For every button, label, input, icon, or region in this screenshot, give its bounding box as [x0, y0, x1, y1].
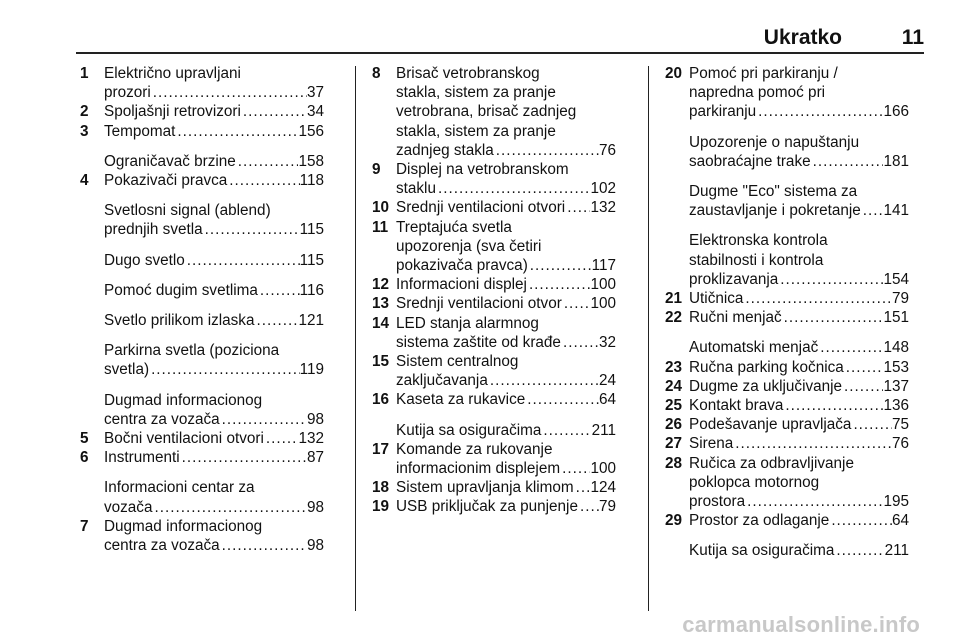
entry-text: prostora: [689, 493, 746, 511]
dot-leader: [829, 511, 892, 530]
entry-page-number: 121: [298, 312, 324, 330]
entry-leader-row: [689, 308, 909, 327]
entry-leader-row: [104, 171, 324, 190]
index-entry[interactable]: [372, 421, 616, 440]
dot-leader: [783, 396, 883, 415]
entry-leader-row: [396, 459, 616, 478]
dot-leader: [488, 371, 599, 390]
entry-text: sistema zaštite od krađe: [396, 333, 561, 351]
entry-page-number: 118: [299, 172, 324, 190]
entry-page-number: 102: [590, 180, 616, 198]
entry-text: pokazivača pravca): [396, 257, 528, 275]
entry-page-number: 124: [590, 479, 616, 497]
entry-page-number: 148: [883, 339, 909, 357]
entry-page-number: 166: [883, 103, 909, 121]
entry-text: Dugme "Eco" sistema za: [689, 183, 858, 201]
index-entry[interactable]: [80, 311, 324, 330]
entry-leader-row: [104, 152, 324, 171]
dot-leader: [203, 220, 300, 239]
entry-text: napredna pomoć pri: [689, 84, 826, 102]
entry-leader-row: [104, 498, 324, 517]
dot-leader: [227, 171, 299, 190]
entry-text: Kontakt brava: [689, 397, 784, 415]
entry-page-number: 64: [891, 512, 909, 530]
dot-leader: [842, 377, 883, 396]
dot-leader: [818, 338, 883, 357]
entry-page-number: 154: [883, 270, 909, 288]
entry-leader-row: [689, 152, 909, 171]
entry-page-number: 211: [591, 421, 616, 439]
index-column-3: [665, 64, 909, 561]
index-entry[interactable]: [665, 338, 909, 357]
entry-text: Informacioni centar za: [104, 479, 255, 497]
entry-text: Upozorenje o napuštanju: [689, 133, 860, 151]
entry-text: Komande za rukovanje: [396, 440, 553, 458]
index-entry[interactable]: [665, 511, 909, 530]
entry-leader-row: [689, 358, 909, 377]
dot-leader: [851, 415, 892, 434]
entry-page-number: 158: [298, 152, 324, 170]
index-entry[interactable]: [80, 171, 324, 190]
entry-page-number: 119: [299, 361, 324, 379]
entry-number: 25: [665, 397, 683, 415]
entry-text: vozača: [104, 498, 153, 516]
entry-leader-row: [104, 448, 324, 467]
entry-page-number: 32: [598, 333, 616, 351]
column-divider: [648, 66, 649, 611]
entry-leader-row: [104, 536, 324, 555]
dot-leader: [264, 429, 299, 448]
dot-leader: [241, 102, 307, 121]
entry-text: Utičnica: [689, 290, 744, 308]
index-entry[interactable]: [665, 308, 909, 327]
dot-leader: [152, 498, 307, 517]
index-entry[interactable]: [372, 275, 616, 294]
entry-text: Prostor za odlaganje: [689, 512, 830, 530]
entry-text: svetla): [104, 361, 150, 379]
index-entry[interactable]: [372, 440, 616, 478]
page-number: 11: [901, 26, 924, 49]
entry-text: Automatski menjač: [689, 339, 819, 357]
entry-leader-row: [396, 390, 616, 409]
entry-text: Spoljašnji retrovizori: [104, 103, 241, 121]
dot-leader: [236, 152, 299, 171]
entry-text: stakla, sistem za pranje: [396, 122, 556, 140]
index-entry[interactable]: [665, 434, 909, 453]
entry-text: Bočni ventilacioni otvori: [104, 430, 264, 448]
index-entry[interactable]: [372, 478, 616, 497]
entry-page-number: 79: [598, 498, 616, 516]
entry-page-number: 195: [883, 493, 909, 511]
entry-text: Dugo svetlo: [104, 251, 185, 269]
dot-leader: [541, 421, 591, 440]
entry-text: Dugmad informacionog: [104, 391, 263, 409]
entry-page-number: 98: [306, 498, 324, 516]
index-entry[interactable]: [372, 218, 616, 276]
entry-page-number: 76: [598, 141, 616, 159]
page-title: Ukratko: [763, 26, 842, 49]
entry-text: Ručni menjač: [689, 309, 782, 327]
index-column-1: [80, 64, 324, 555]
index-entry[interactable]: [372, 64, 616, 160]
entry-page-number: 132: [590, 199, 616, 217]
entry-number: 21: [665, 290, 683, 308]
dot-leader: [254, 311, 298, 330]
index-entry[interactable]: [80, 64, 324, 102]
dot-leader: [743, 289, 892, 308]
index-entry[interactable]: [665, 454, 909, 512]
entry-number: 3: [80, 122, 89, 140]
entry-text: proklizavanja: [689, 270, 779, 288]
entry-leader-row: [689, 492, 909, 511]
entry-text: Dugmad informacionog: [104, 517, 263, 535]
entry-text: Srednji ventilacioni otvor: [396, 295, 562, 313]
entry-text: Sistem upravljanja klimom: [396, 479, 574, 497]
entry-text: zadnjeg stakla: [396, 141, 494, 159]
entry-page-number: 117: [591, 257, 616, 275]
dot-leader: [258, 281, 300, 300]
entry-number: 13: [372, 295, 390, 313]
index-entry[interactable]: [665, 396, 909, 415]
entry-page-number: 76: [891, 435, 909, 453]
entry-leader-row: [689, 289, 909, 308]
entry-text: Električno upravljani: [104, 65, 241, 82]
entry-leader-row: [104, 429, 324, 448]
index-entry[interactable]: [665, 377, 909, 396]
dot-leader: [175, 122, 298, 141]
entry-leader-row: [104, 251, 324, 270]
dot-leader: [561, 333, 599, 352]
entry-page-number: 100: [590, 295, 616, 313]
index-entry[interactable]: [80, 201, 324, 239]
entry-text: Podešavanje upravljača: [689, 416, 852, 434]
entry-leader-row: [689, 541, 909, 560]
entry-page-number: 151: [883, 309, 909, 327]
entry-page-number: 100: [590, 276, 616, 294]
entry-number: 7: [80, 517, 89, 535]
dot-leader: [782, 308, 884, 327]
entry-text: zaustavljanje i pokretanje: [689, 202, 861, 220]
entry-number: 22: [665, 309, 683, 327]
entry-number: 5: [80, 430, 89, 448]
index-entry[interactable]: [665, 231, 909, 289]
entry-leader-row: [104, 281, 324, 300]
entry-text: Displej na vetrobranskom: [396, 161, 569, 179]
entry-number: 14: [372, 314, 390, 332]
entry-text: vetrobrana, brisač zadnjeg: [396, 103, 577, 121]
entry-text: Sistem centralnog: [396, 353, 519, 371]
entry-text: stakla, sistem za pranje: [396, 84, 556, 102]
entry-number: 16: [372, 391, 390, 409]
index-entry[interactable]: [80, 517, 324, 555]
entry-number: 18: [372, 479, 390, 497]
entry-text: parkiranju: [689, 103, 757, 121]
index-entry[interactable]: [372, 198, 616, 217]
entry-number: 17: [372, 440, 390, 458]
entry-page-number: 132: [298, 430, 324, 448]
entry-text: Kutija sa osiguračima: [396, 421, 542, 439]
index-entry[interactable]: [665, 182, 909, 220]
entry-number: 15: [372, 353, 390, 371]
index-entry[interactable]: [665, 415, 909, 434]
index-entry[interactable]: [665, 289, 909, 308]
entry-page-number: 211: [884, 542, 909, 560]
dot-leader: [562, 294, 591, 313]
entry-leader-row: [104, 83, 324, 102]
index-entry[interactable]: [665, 64, 909, 122]
entry-leader-row: [396, 294, 616, 313]
dot-leader: [565, 198, 590, 217]
index-entry[interactable]: [372, 352, 616, 390]
entry-text: centra za vozača: [104, 537, 220, 555]
entry-number: 29: [665, 512, 683, 530]
entry-page-number: 34: [306, 103, 324, 121]
entry-leader-row: [396, 179, 616, 198]
entry-text: saobraćajne trake: [689, 152, 811, 170]
entry-text: Parkirna svetla (poziciona: [104, 342, 280, 360]
dot-leader: [574, 478, 591, 497]
entry-leader-row: [689, 102, 909, 121]
index-entry[interactable]: [665, 358, 909, 377]
dot-leader: [525, 390, 599, 409]
dot-leader: [149, 360, 300, 379]
entry-number: 4: [80, 172, 89, 190]
entry-text: staklu: [396, 180, 436, 198]
entry-text: Ručna parking kočnica: [689, 358, 844, 376]
entry-leader-row: [689, 201, 909, 220]
entry-text: Pomoć dugim svetlima: [104, 281, 258, 299]
entry-text: Tempomat: [104, 122, 176, 140]
dot-leader: [151, 83, 307, 102]
entry-number: 26: [665, 416, 683, 434]
index-entry[interactable]: [665, 133, 909, 171]
dot-leader: [733, 434, 892, 453]
entry-leader-row: [396, 198, 616, 217]
entry-text: LED stanja alarmnog: [396, 314, 539, 332]
entry-leader-row: [689, 434, 909, 453]
entry-leader-row: [689, 396, 909, 415]
entry-leader-row: [104, 360, 324, 379]
dot-leader: [494, 141, 599, 160]
entry-text: informacionim displejem: [396, 460, 561, 478]
entry-number: 8: [372, 65, 381, 82]
entry-number: 11: [372, 218, 389, 236]
entry-page-number: 153: [883, 358, 909, 376]
dot-leader: [527, 275, 591, 294]
entry-page-number: 75: [891, 416, 909, 434]
index-entry[interactable]: [372, 390, 616, 409]
entry-page-number: 24: [598, 372, 616, 390]
entry-text: Informacioni displej: [396, 276, 527, 294]
index-entry[interactable]: [80, 448, 324, 467]
entry-text: Srednji ventilacioni otvori: [396, 199, 566, 217]
entry-text: stabilnosti i kontrola: [689, 251, 824, 269]
dot-leader: [756, 102, 883, 121]
index-entry[interactable]: [80, 281, 324, 300]
entry-text: Ručica za odbravljivanje: [689, 454, 854, 472]
entry-page-number: 115: [299, 251, 324, 269]
dot-leader: [778, 270, 883, 289]
index-entry[interactable]: [80, 391, 324, 429]
entry-number: 10: [372, 199, 390, 217]
entry-number: 24: [665, 377, 683, 395]
entry-page-number: 100: [590, 460, 616, 478]
entry-page-number: 98: [306, 537, 324, 555]
entry-leader-row: [689, 415, 909, 434]
entry-text: Svetlosni signal (ablend): [104, 202, 271, 220]
index-column-2: [372, 64, 616, 517]
dot-leader: [844, 358, 884, 377]
entry-page-number: 87: [306, 449, 324, 467]
dot-leader: [834, 541, 884, 560]
index-entry[interactable]: [372, 314, 616, 352]
entry-number: 2: [80, 103, 89, 121]
entry-text: Kaseta za rukavice: [396, 391, 526, 409]
header-rule: [76, 52, 924, 54]
entry-number: 19: [372, 498, 390, 516]
watermark: carmanualsonline.info: [682, 612, 920, 637]
index-entry[interactable]: [80, 341, 324, 379]
entry-page-number: 98: [306, 410, 324, 428]
entry-number: 20: [665, 65, 683, 82]
entry-text: Treptajuća svetla: [396, 218, 512, 236]
entry-text: upozorenja (sva četiri: [396, 237, 542, 255]
entry-number: 9: [372, 161, 381, 179]
entry-leader-row: [104, 220, 324, 239]
entry-leader-row: [396, 141, 616, 160]
entry-text: Elektronska kontrola: [689, 232, 828, 250]
entry-text: prednjih svetla: [104, 221, 203, 239]
dot-leader: [185, 251, 300, 270]
dot-leader: [745, 492, 883, 511]
entry-leader-row: [104, 122, 324, 141]
entry-text: Dugme za uključivanje: [689, 377, 843, 395]
entry-leader-row: [396, 275, 616, 294]
entry-text: poklopca motornog: [689, 473, 820, 491]
entry-leader-row: [689, 338, 909, 357]
index-entry[interactable]: [372, 294, 616, 313]
entry-text: Brisač vetrobranskog: [396, 65, 540, 82]
entry-leader-row: [396, 421, 616, 440]
entry-number: 27: [665, 435, 683, 453]
entry-page-number: 136: [883, 397, 909, 415]
entry-number: 23: [665, 358, 683, 376]
entry-leader-row: [396, 371, 616, 390]
entry-text: prozori: [104, 84, 151, 102]
entry-page-number: 79: [891, 290, 909, 308]
entry-text: centra za vozača: [104, 410, 220, 428]
entry-text: Kutija sa osiguračima: [689, 542, 835, 560]
dot-leader: [220, 536, 307, 555]
entry-number: 1: [80, 65, 89, 82]
entry-page-number: 181: [883, 152, 909, 170]
dot-leader: [436, 179, 591, 198]
entry-text: Svetlo prilikom izlaska: [104, 312, 255, 330]
entry-leader-row: [396, 256, 616, 275]
entry-number: 6: [80, 449, 89, 467]
entry-leader-row: [396, 333, 616, 352]
dot-leader: [220, 410, 307, 429]
entry-page-number: 137: [883, 377, 909, 395]
entry-number: 28: [665, 454, 683, 472]
entry-text: Pokazivači pravca: [104, 172, 228, 190]
index-entry[interactable]: [80, 122, 324, 141]
entry-leader-row: [104, 102, 324, 121]
entry-text: Ograničavač brzine: [104, 152, 236, 170]
index-entry[interactable]: [80, 478, 324, 516]
entry-leader-row: [689, 511, 909, 530]
entry-page-number: 141: [883, 202, 909, 220]
column-divider: [355, 66, 356, 611]
dot-leader: [528, 256, 592, 275]
entry-leader-row: [689, 377, 909, 396]
dot-leader: [811, 152, 884, 171]
dot-leader: [180, 448, 307, 467]
index-entry[interactable]: [372, 160, 616, 198]
index-entry[interactable]: [80, 251, 324, 270]
entry-leader-row: [689, 270, 909, 289]
dot-leader: [861, 201, 884, 220]
index-entry[interactable]: [80, 152, 324, 171]
index-entry[interactable]: [80, 429, 324, 448]
index-entry[interactable]: [665, 541, 909, 560]
entry-text: zaključavanja: [396, 372, 488, 390]
index-entry[interactable]: [80, 102, 324, 121]
entry-text: Sirena: [689, 435, 734, 453]
dot-leader: [578, 497, 599, 516]
entry-text: USB priključak za punjenje: [396, 498, 578, 516]
entry-leader-row: [396, 497, 616, 516]
entry-page-number: 37: [306, 84, 324, 102]
dot-leader: [560, 459, 590, 478]
entry-text: Instrumenti: [104, 449, 180, 467]
entry-text: Pomoć pri parkiranju /: [689, 65, 838, 82]
entry-page-number: 156: [298, 122, 324, 140]
entry-leader-row: [396, 478, 616, 497]
entry-page-number: 115: [299, 221, 324, 239]
entry-leader-row: [104, 410, 324, 429]
index-entry[interactable]: [372, 497, 616, 516]
entry-number: 12: [372, 276, 390, 294]
entry-page-number: 64: [598, 391, 616, 409]
entry-leader-row: [104, 311, 324, 330]
entry-page-number: 116: [299, 281, 324, 299]
